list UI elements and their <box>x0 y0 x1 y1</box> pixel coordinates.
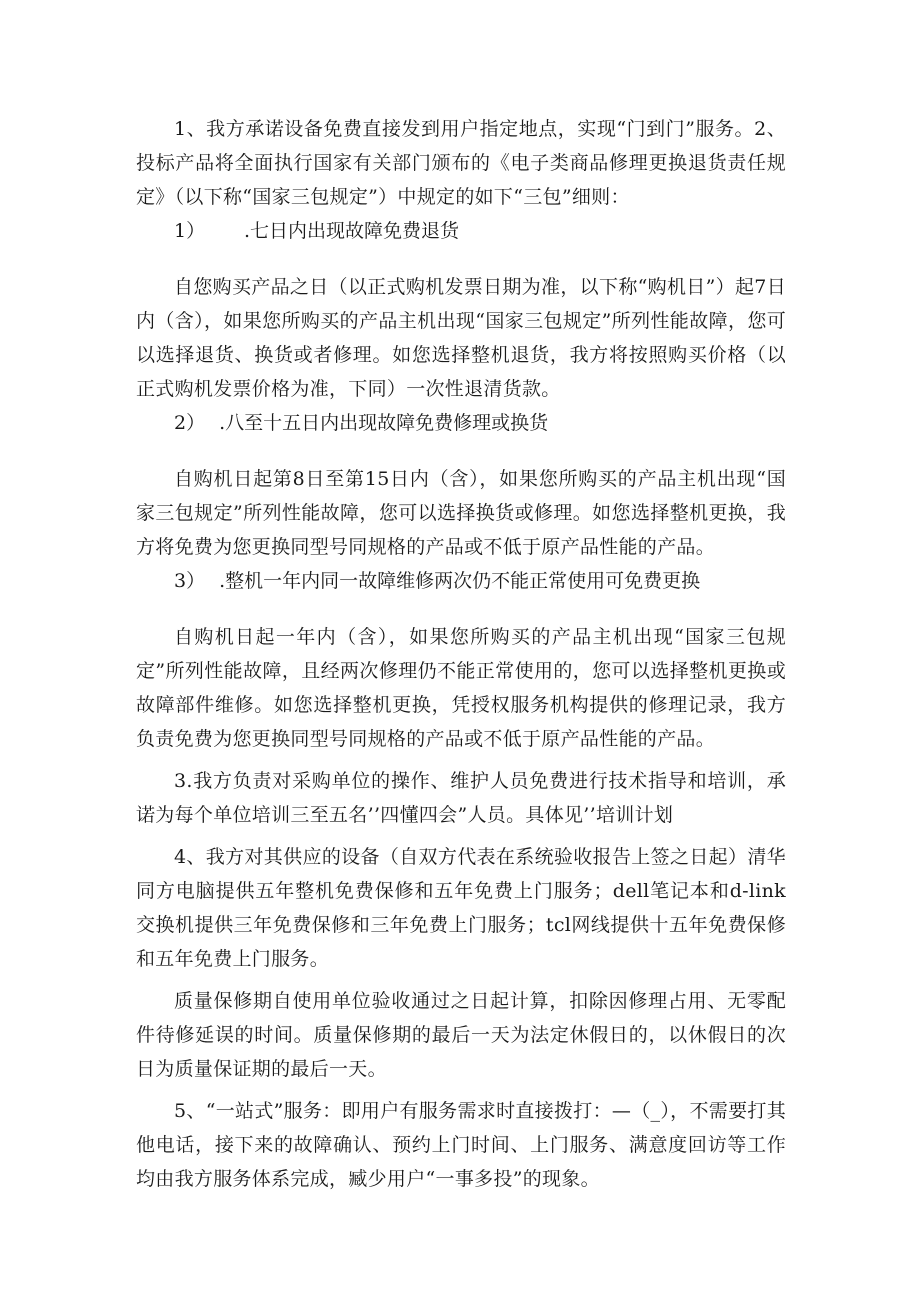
paragraph-seven-day-return: 自您购买产品之日（以正式购机发票日期为准，以下称“购机日”）起7日内（含），如果您所购买的产品主机出现“国家三包规定”所列性能故障，您可以选择退货、换货或者修理。如您选择整机退货，我方将按照购买价格（以正式购机发票价格为准，下同）一次性退清货款。 <box>136 276 786 400</box>
paragraph-warranty: 4、我方对其供应的设备（自双方代表在系统验收报告上签之日起）清华同方电脑提供五年整机免费保修和五年免费上门服务；dell笔记本和d-link交换机提供三年免费保修和三年免费上门服务；tcl网线提供十五年免费保修和五年免费上门服务。 <box>136 846 786 970</box>
paragraph-fifteen-day-exchange: 自购机日起第8日至第15日内（含），如果您所购买的产品主机出现“国家三包规定”所列性能故障，您可以选择换货或修理。如您选择整机更换，我方将免费为您更换同型号同规格的产品或不低于原产品性能的产品。 <box>136 468 786 558</box>
clause-heading-1 <box>136 214 786 248</box>
clause-title: .整机一年内同一故障维修两次仍不能正常使用可免费更换 <box>219 570 701 592</box>
document-page <box>136 112 786 1196</box>
clause-number: 2） <box>174 412 206 434</box>
paragraph-intro: 1、我方承诺设备免费直接发到用户指定地点，实现“门到门”服务。2、投标产品将全面执行国家有关部门颁布的《电子类商品修理更换退货责任规定》（以下称“国家三包规定”）中规定的如下“三包”细则： <box>136 118 786 208</box>
paragraph-training: 3.我方负责对采购单位的操作、维护人员免费进行技术指导和培训，承诺为每个单位培训三至五名’’四懂四会”人员。具体见’’培训计划 <box>136 770 786 826</box>
clause-title: .八至十五日内出现故障免费修理或换货 <box>219 412 549 434</box>
paragraph-warranty-period: 质量保修期自使用单位验收通过之日起计算，扣除因修理占用、无零配件待修延误的时间。质量保修期的最后一天为法定休假日的，以休假日的次日为质量保证期的最后一天。 <box>136 990 786 1080</box>
clause-number: 1） <box>174 220 206 242</box>
clause-heading-3 <box>136 564 786 598</box>
paragraph-one-stop-service: 5、“一站式”服务：即用户有服务需求时直接拨打：—（_），不需要打其他电话，接下来的故障确认、预约上门时间、上门服务、满意度回访等工作均由我方服务体系完成，臧少用户“一事多投”的现象。 <box>136 1100 786 1190</box>
clause-title: .七日内出现故障免费退货 <box>244 220 460 242</box>
paragraph-one-year-replacement: 自购机日起一年内（含），如果您所购买的产品主机出现“国家三包规定”所列性能故障，且经两次修理仍不能正常使用的，您可以选择整机更换或故障部件维修。如您选择整机更换，凭授权服务机构提供的修理记录，我方负责免费为您更换同型号同规格的产品或不低于原产品性能的产品。 <box>136 626 786 750</box>
clause-number: 3） <box>174 570 206 592</box>
clause-heading-2 <box>136 406 786 440</box>
